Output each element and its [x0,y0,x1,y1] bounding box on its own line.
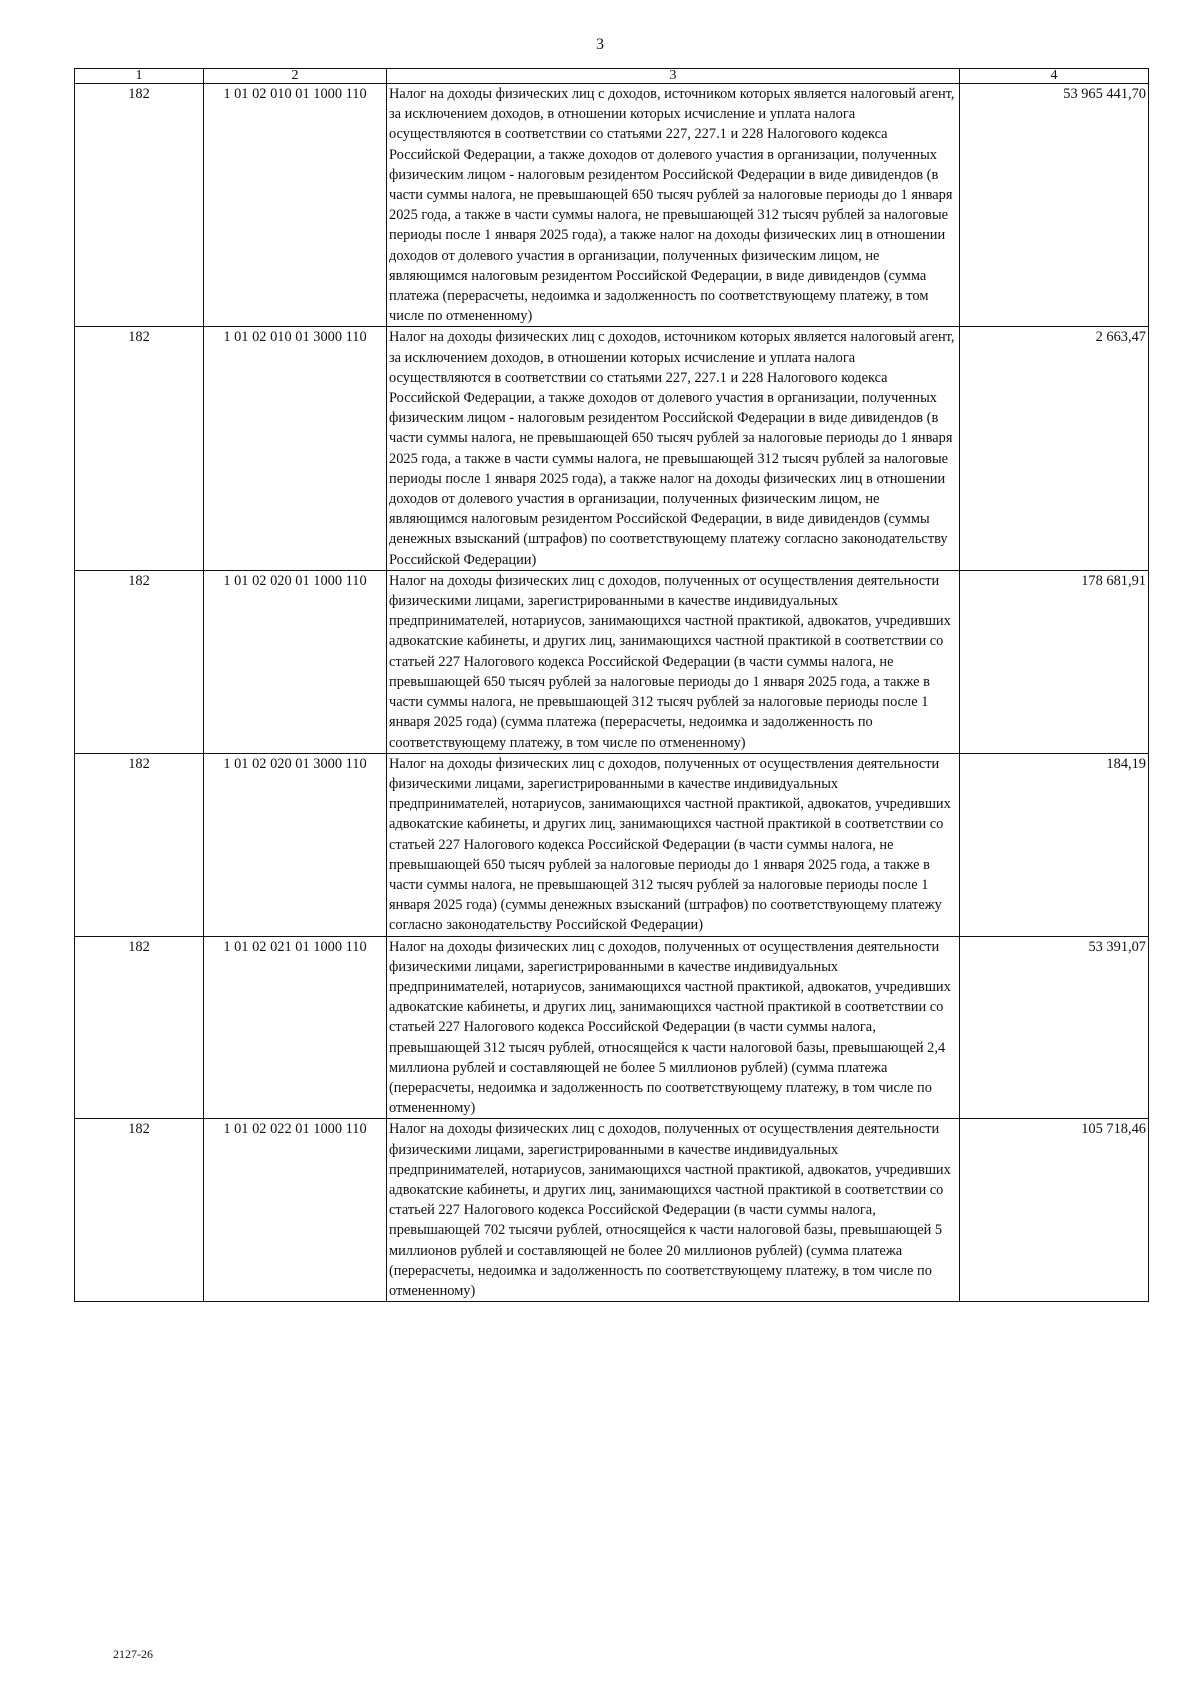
amount: 53 965 441,70 [960,84,1149,327]
table-row [75,753,1149,936]
administrator-code: 182 [75,570,204,753]
document-code: 2127-26 [113,1647,153,1661]
column-number-3: 3 [387,69,960,84]
page-number: 3 [596,36,604,53]
column-number-4: 4 [960,69,1149,84]
administrator-code: 182 [75,84,204,327]
table-row [75,327,1149,570]
administrator-code: 182 [75,936,204,1119]
revenue-description: Налог на доходы физических лиц с доходов, полученных от осуществления деятельности физическими лицами, зарегистрированными в качестве индивидуальных предпринимателей, нотариусов, занимающихся частной практикой, адвокатов, учредивших адвокатские кабинеты, и других лиц, занимающихся частной практикой в соответствии со статьей 227 Налогового кодекса Российской Федерации (в части суммы налога, не превышающей 650 тысяч рублей за налоговые периоды до 1 января 2025 года, а также в части суммы налога, не превышающей 312 тысяч рублей за налоговые периоды после 1 января 2025 года) (сумма платежа (перерасчеты, недоимка и задолженность по соответствующему платежу, в том числе по отмененному) [387,570,960,753]
administrator-code: 182 [75,327,204,570]
amount: 105 718,46 [960,1119,1149,1302]
table-row [75,936,1149,1119]
column-number-1: 1 [75,69,204,84]
revenue-description: Налог на доходы физических лиц с доходов, полученных от осуществления деятельности физическими лицами, зарегистрированными в качестве индивидуальных предпринимателей, нотариусов, занимающихся частной практикой, адвокатов, учредивших адвокатские кабинеты, и других лиц, занимающихся частной практикой в соответствии со статьей 227 Налогового кодекса Российской Федерации (в части суммы налога, превышающей 312 тысяч рублей, относящейся к части налоговой базы, превышающей 2,4 миллиона рублей и составляющей не более 5 миллионов рублей) (сумма платежа (перерасчеты, недоимка и задолженность по соответствующему платежу, в том числе по отмененному) [387,936,960,1119]
amount: 184,19 [960,753,1149,936]
revenue-description: Налог на доходы физических лиц с доходов, источником которых является налоговый агент, за исключением доходов, в отношении которых исчисление и уплата налога осуществляются в соответствии со статьями 227, 227.1 и 228 Налогового кодекса Российской Федерации, а также доходов от долевого участия в организации, полученных физическим лицом - налоговым резидентом Российской Федерации в виде дивидендов (в части суммы налога, не превышающей 650 тысяч рублей за налоговые периоды до 1 января 2025 года, а также в части суммы налога, не превышающей 312 тысяч рублей за налоговые периоды после 1 января 2025 года), а также налог на доходы физических лиц в отношении доходов от долевого участия в организации, полученных физическим лицом, не являющимся налоговым резидентом Российской Федерации, в виде дивидендов (суммы денежных взысканий (штрафов) по соответствующему платежу согласно законодательству Российской Федерации) [387,327,960,570]
administrator-code: 182 [75,753,204,936]
budget-classification-code: 1 01 02 010 01 1000 110 [204,84,387,327]
amount: 2 663,47 [960,327,1149,570]
budget-classification-code: 1 01 02 010 01 3000 110 [204,327,387,570]
column-number-2: 2 [204,69,387,84]
table-row [75,1119,1149,1302]
budget-classification-code: 1 01 02 022 01 1000 110 [204,1119,387,1302]
budget-classification-code: 1 01 02 020 01 1000 110 [204,570,387,753]
revenue-table [74,68,1149,1302]
revenue-description: Налог на доходы физических лиц с доходов, полученных от осуществления деятельности физическими лицами, зарегистрированными в качестве индивидуальных предпринимателей, нотариусов, занимающихся частной практикой, адвокатов, учредивших адвокатские кабинеты, и других лиц, занимающихся частной практикой в соответствии со статьей 227 Налогового кодекса Российской Федерации (в части суммы налога, не превышающей 650 тысяч рублей за налоговые периоды до 1 января 2025 года, а также в части суммы налога, не превышающей 312 тысяч рублей за налоговые периоды после 1 января 2025 года) (суммы денежных взысканий (штрафов) по соответствующему платежу согласно законодательству Российской Федерации) [387,753,960,936]
amount: 53 391,07 [960,936,1149,1119]
administrator-code: 182 [75,1119,204,1302]
table-row [75,570,1149,753]
amount: 178 681,91 [960,570,1149,753]
budget-classification-code: 1 01 02 020 01 3000 110 [204,753,387,936]
column-number-row [75,69,1149,84]
table-row [75,84,1149,327]
revenue-description: Налог на доходы физических лиц с доходов, источником которых является налоговый агент, за исключением доходов, в отношении которых исчисление и уплата налога осуществляются в соответствии со статьями 227, 227.1 и 228 Налогового кодекса Российской Федерации, а также доходов от долевого участия в организации, полученных физическим лицом - налоговым резидентом Российской Федерации в виде дивидендов (в части суммы налога, не превышающей 650 тысяч рублей за налоговые периоды до 1 января 2025 года, а также в части суммы налога, не превышающей 312 тысяч рублей за налоговые периоды после 1 января 2025 года), а также налог на доходы физических лиц в отношении доходов от долевого участия в организации, полученных физическим лицом, не являющимся налоговым резидентом Российской Федерации, в виде дивидендов (сумма платежа (перерасчеты, недоимка и задолженность по соответствующему платежу, в том числе по отмененному) [387,84,960,327]
budget-classification-code: 1 01 02 021 01 1000 110 [204,936,387,1119]
revenue-description: Налог на доходы физических лиц с доходов, полученных от осуществления деятельности физическими лицами, зарегистрированными в качестве индивидуальных предпринимателей, нотариусов, занимающихся частной практикой, адвокатов, учредивших адвокатские кабинеты, и других лиц, занимающихся частной практикой в соответствии со статьей 227 Налогового кодекса Российской Федерации (в части суммы налога, превышающей 702 тысячи рублей, относящейся к части налоговой базы, превышающей 5 миллионов рублей и составляющей не более 20 миллионов рублей) (сумма платежа (перерасчеты, недоимка и задолженность по соответствующему платежу, в том числе по отмененному) [387,1119,960,1302]
